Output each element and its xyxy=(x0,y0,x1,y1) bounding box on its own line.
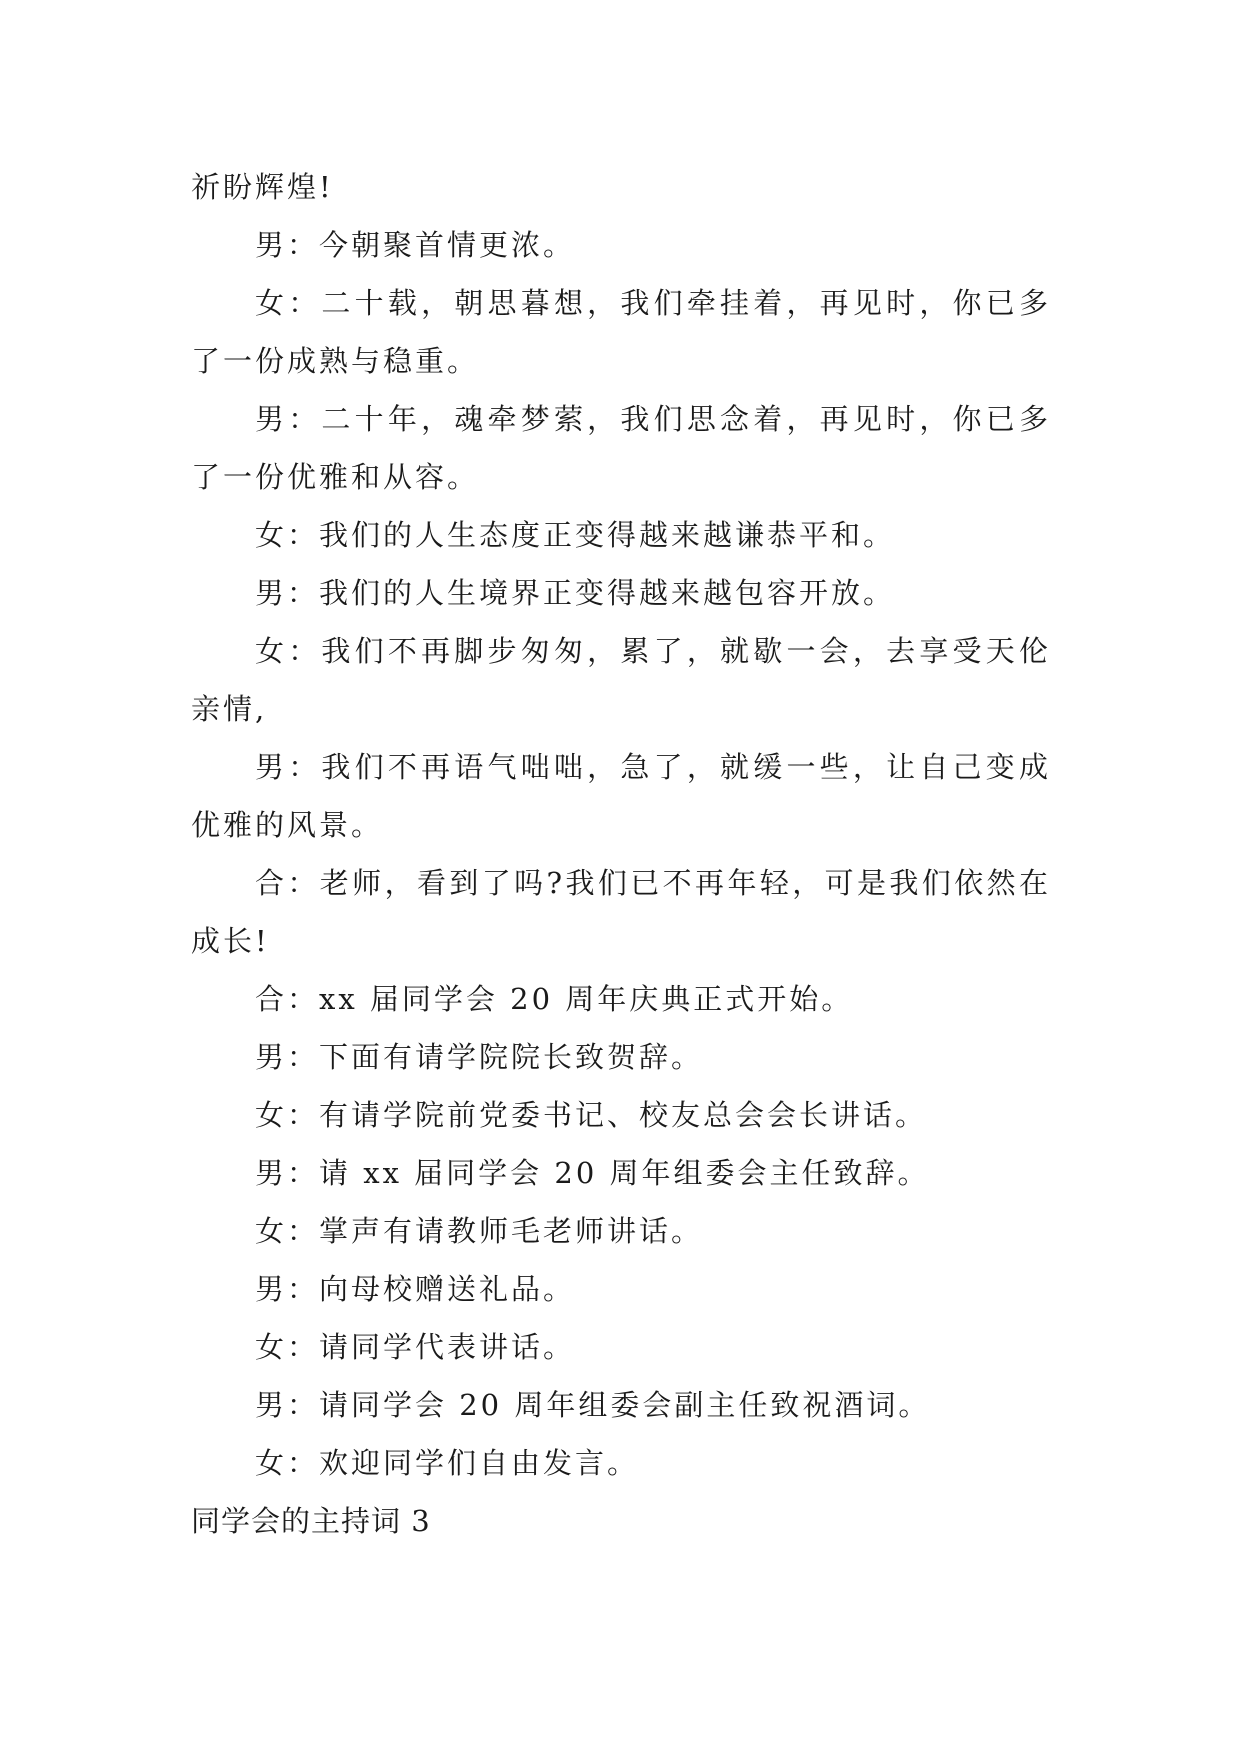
paragraph-9: 合：xx 届同学会 20 周年庆典正式开始。 xyxy=(255,982,854,1016)
paragraph-14: 男：向母校赠送礼品。 xyxy=(255,1272,576,1306)
paragraph-1: 男：今朝聚首情更浓。 xyxy=(255,228,576,262)
paragraph-5: 男：我们的人生境界正变得越来越包容开放。 xyxy=(255,576,896,610)
paragraph-4: 女：我们的人生态度正变得越来越谦恭平和。 xyxy=(255,518,896,552)
document-body xyxy=(191,158,1051,1550)
paragraph-3: 男：二十年，魂牵梦萦，我们思念着，再见时，你已多了一份优雅和从容。 xyxy=(191,402,1051,494)
paragraph-17: 女：欢迎同学们自由发言。 xyxy=(255,1446,640,1480)
paragraph-6: 女：我们不再脚步匆匆，累了，就歇一会，去享受天伦亲情, xyxy=(191,634,1051,726)
paragraph-0: 祈盼辉煌! xyxy=(191,170,334,204)
paragraph-12: 男：请 xx 届同学会 20 周年组委会主任致辞。 xyxy=(255,1156,930,1190)
paragraph-10: 男：下面有请学院院长致贺辞。 xyxy=(255,1040,704,1074)
paragraph-8: 合：老师，看到了吗?我们已不再年轻，可是我们依然在成长! xyxy=(191,866,1051,958)
paragraph-7: 男：我们不再语气咄咄，急了，就缓一些，让自己变成优雅的风景。 xyxy=(191,750,1051,842)
paragraph-13: 女：掌声有请教师毛老师讲话。 xyxy=(255,1214,704,1248)
paragraph-15: 女：请同学代表讲话。 xyxy=(255,1330,576,1364)
paragraph-11: 女：有请学院前党委书记、校友总会会长讲话。 xyxy=(255,1098,928,1132)
paragraph-2: 女：二十载，朝思暮想，我们牵挂着，再见时，你已多了一份成熟与稳重。 xyxy=(191,286,1051,378)
paragraph-16: 男：请同学会 20 周年组委会副主任致祝酒词。 xyxy=(255,1388,931,1422)
section-heading: 同学会的主持词 3 xyxy=(191,1504,431,1538)
